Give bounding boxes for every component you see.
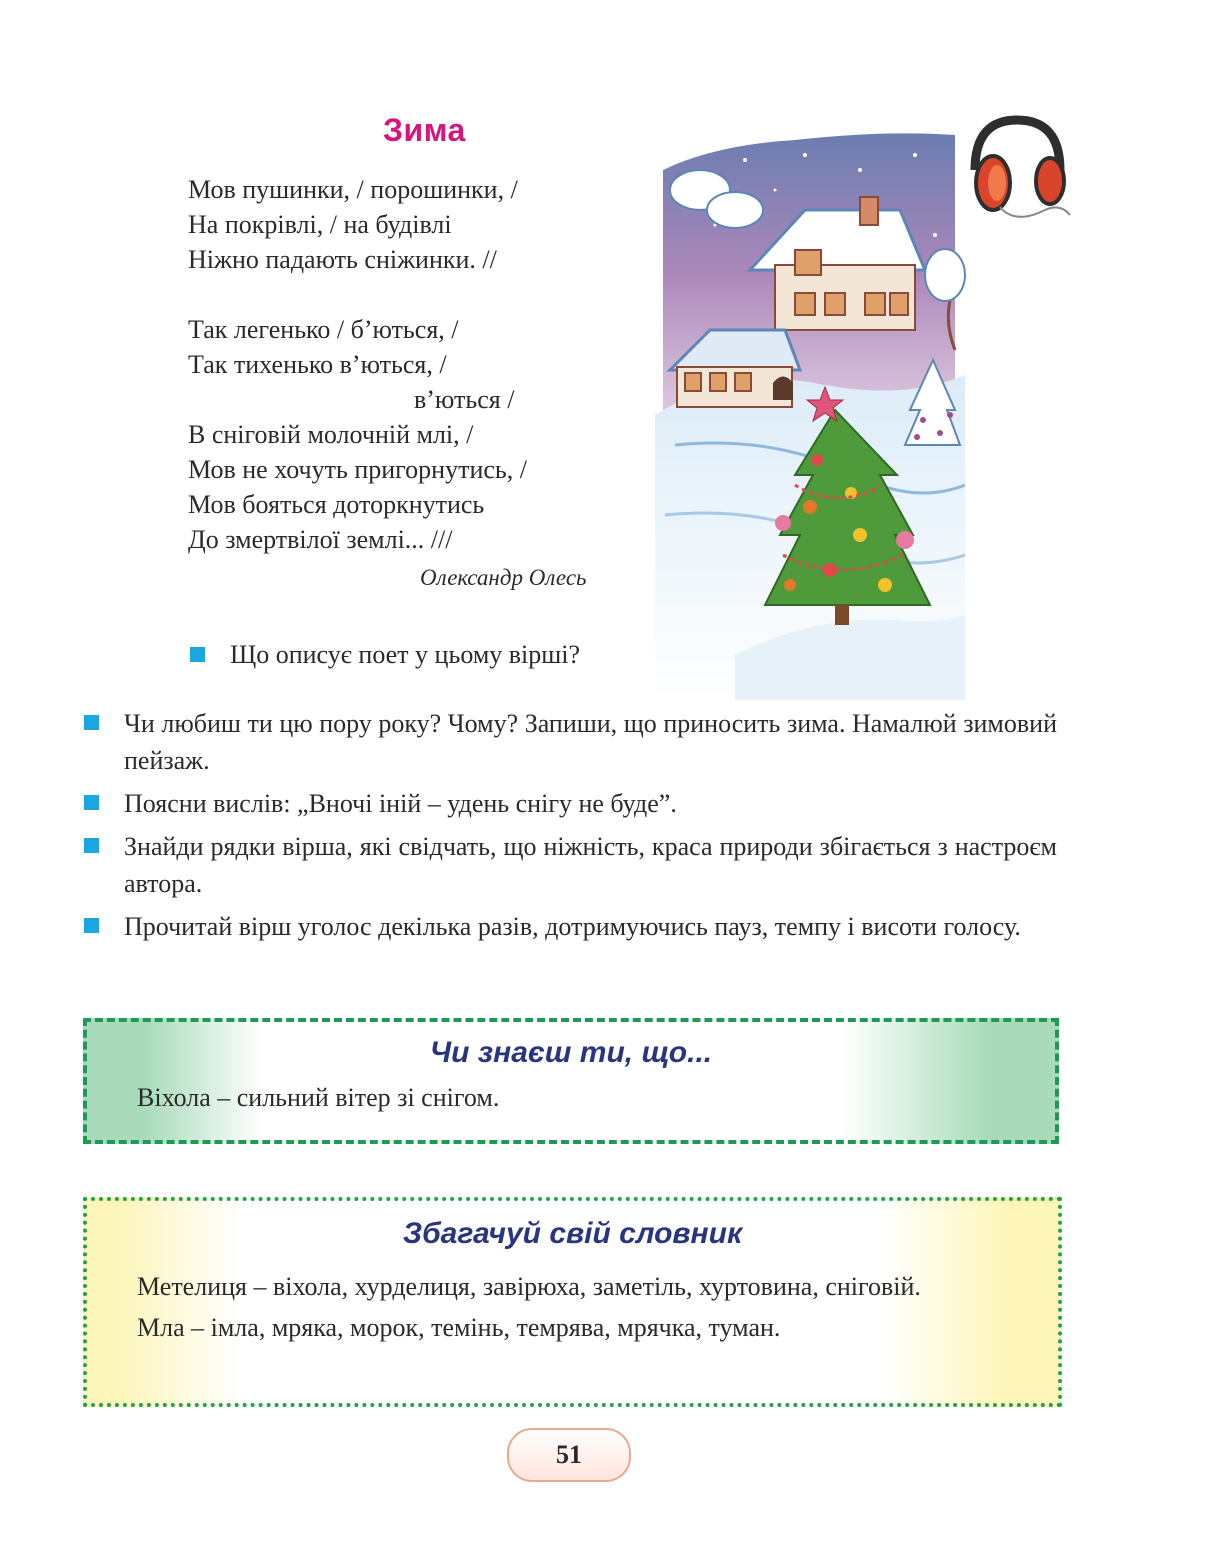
- task-text: Знайди рядки вірша, які свідчать, що ніжність, краса природи збігається з настроєм автора.: [124, 832, 1057, 898]
- vocabulary-line: Мла – імла, мряка, морок, темінь, темрява, мрячка, туман.: [137, 1313, 781, 1342]
- vocabulary-line: Метелиця – віхола, хурделиця, завірюха, заметіль, хуртовина, сніговій.: [137, 1272, 921, 1301]
- task-list: [84, 705, 1057, 951]
- poem-line: В сніговій молочній млі, /: [188, 420, 474, 449]
- square-bullet-icon: [84, 838, 99, 853]
- task-text: Чи любиш ти цю пору року? Чому? Запиши, що приносить зима. Намалюй зимовий пейзаж.: [124, 709, 1057, 775]
- vocabulary-box: [83, 1197, 1062, 1407]
- poem-line: Мов не хочуть пригорнутись, /: [188, 455, 527, 484]
- poem-question: [190, 640, 580, 670]
- poem-line: Так тихенько в’ються, /: [188, 350, 447, 379]
- vocabulary-title: Збагачуй свій словник: [402, 1217, 743, 1250]
- task-text: Прочитай вірш уголос декілька разів, дотримуючись пауз, темпу і висоти голосу.: [124, 912, 1021, 941]
- poem-line: в’ються /: [414, 385, 515, 414]
- square-bullet-icon: [84, 918, 99, 933]
- poem-line: Так легенько / б’ються, /: [188, 315, 459, 344]
- did-you-know-box: [83, 1018, 1059, 1144]
- poem-title: Зима: [383, 112, 466, 148]
- task-item: [84, 908, 1057, 945]
- square-bullet-icon: [190, 647, 205, 662]
- headphones-icon[interactable]: [975, 120, 1070, 217]
- poem-line: Ніжно падають сніжинки. //: [188, 245, 497, 274]
- square-bullet-icon: [84, 715, 99, 730]
- poem-line: Мов пушинки, / порошинки, /: [188, 175, 518, 204]
- task-item: [84, 828, 1057, 902]
- poem-line: До змертвілої землі... ///: [188, 525, 453, 554]
- poem-author: Олександр Олесь: [420, 565, 587, 590]
- square-bullet-icon: [84, 795, 99, 810]
- task-item: [84, 785, 1057, 822]
- question-text: Що описує поет у цьому вірші?: [230, 640, 581, 669]
- poem-line: Мов бояться доторкнутись: [188, 490, 485, 519]
- task-text: Поясни вислів: „Вночі іній – удень снігу не буде”.: [124, 789, 677, 818]
- page-number: 51: [507, 1428, 631, 1482]
- task-item: [84, 705, 1057, 779]
- poem-line: На покрівлі, / на будівлі: [188, 210, 452, 239]
- winter-landscape-illustration: [655, 115, 1075, 700]
- did-you-know-text: Віхола – сильний вітер зі снігом.: [137, 1083, 500, 1112]
- poem-text: [188, 172, 527, 557]
- stanza-gap: [188, 277, 527, 312]
- did-you-know-title: Чи знаєш ти, що...: [429, 1036, 713, 1069]
